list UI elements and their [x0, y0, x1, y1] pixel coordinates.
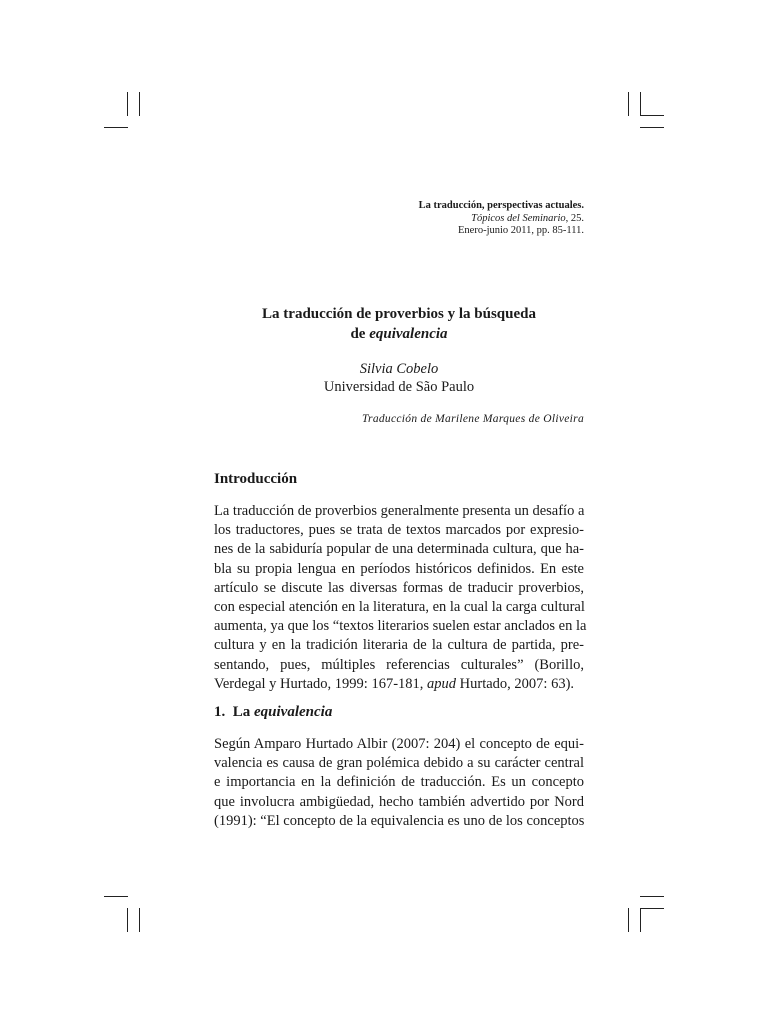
author-name: Silvia Cobelo: [359, 361, 439, 377]
crop-mark-br-h2: [640, 908, 664, 909]
paragraph-line: valencia es causa de gran polémica debido a su carácter central: [214, 755, 584, 772]
crop-mark-tr-h2: [640, 127, 664, 128]
paragraph-line: que involucra ambigüedad, hecho también advertido por Nord: [214, 793, 584, 810]
section-1-heading: 1. La equivalencia: [214, 704, 333, 720]
crop-mark-tr-h1: [640, 115, 664, 116]
crop-mark-br-h1: [640, 896, 664, 897]
paragraph-line: con especial atención en la literatura, en la cual la carga cultural: [214, 599, 585, 616]
paragraph-last-line: Verdegal y Hurtado, 1999: 167-181, apud Hurtado, 2007: 63).: [214, 675, 575, 692]
crop-mark-bl-h: [104, 896, 128, 897]
collection-title: La traducción, perspectivas actuales.: [418, 200, 584, 211]
section-1-italic-word: equivalencia: [254, 704, 333, 720]
author-affiliation: Universidad de São Paulo: [323, 379, 475, 395]
crop-mark-bl-v2: [139, 908, 140, 932]
crop-mark-tl-v1: [127, 92, 128, 116]
crop-mark-bl-v1: [127, 908, 128, 932]
paragraph-line: sentando, pues, múltiples referencias culturales” (Borillo,: [214, 656, 584, 673]
journal-issue: , 25.: [565, 212, 584, 224]
crop-mark-tl-v2: [139, 92, 140, 116]
paragraph-line: Según Amparo Hurtado Albir (2007: 204) el concepto de equi-: [214, 736, 584, 752]
paragraph-line: bla su propia lengua en períodos históricos definidos. En este: [214, 560, 584, 577]
journal-line: [419, 213, 584, 226]
crop-mark-tl-h: [104, 127, 128, 128]
title-italic-word: equivalencia: [369, 326, 448, 342]
translator-credit: Traducción de Marilene Marques de Oliveira: [361, 413, 584, 425]
running-header: [419, 200, 584, 238]
paragraph-line: e importancia en la definición de traducción. Es un concepto: [214, 774, 584, 791]
article-title: [214, 304, 584, 344]
date-pages: Enero-junio 2011, pp. 85-111.: [458, 225, 584, 236]
introduction-paragraph: [214, 502, 587, 694]
paragraph-line: artículo se discute las diversas formas de traducir proverbios,: [214, 579, 584, 596]
title-line-1: La traducción de proverbios y la búsqueda: [262, 306, 536, 322]
crop-mark-br-v2: [640, 908, 641, 932]
paragraph-line: La traducción de proverbios generalmente presenta un desafío a: [214, 503, 585, 519]
paragraph-line: los traductores, pues se trata de textos marcados por expresio-: [214, 522, 584, 539]
paragraph-line: nes de la sabiduría popular de una determinada cultura, que ha-: [214, 541, 584, 558]
title-line-2: de equivalencia: [350, 326, 448, 342]
crop-mark-br-v1: [628, 908, 629, 932]
crop-mark-tr-v2: [640, 92, 641, 116]
apud-italic: apud: [427, 675, 457, 692]
introduction-heading: Introducción: [214, 471, 298, 487]
paragraph-line: cultura y en la tradición literaria de la cultura de partida, pre-: [214, 637, 584, 654]
section-1-paragraph: [214, 735, 584, 831]
journal-name: Tópicos del Seminario: [471, 212, 566, 224]
paragraph-line: aumenta, ya que los “textos literarios suelen estar anclados en la: [214, 618, 587, 635]
paragraph-line: (1991): “El concepto de la equivalencia es uno de los conceptos: [214, 812, 585, 829]
crop-mark-tr-v1: [628, 92, 629, 116]
author-block: [214, 360, 584, 396]
